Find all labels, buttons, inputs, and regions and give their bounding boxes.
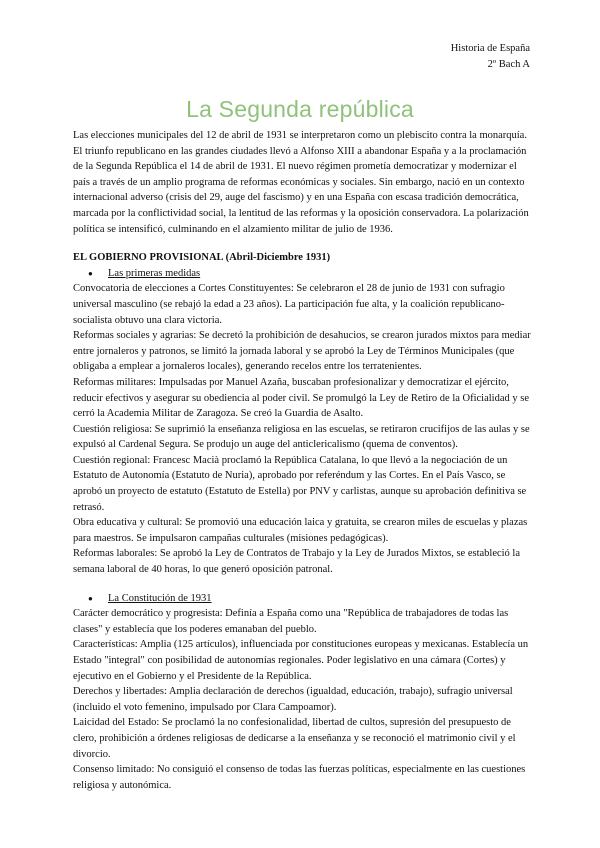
paragraph-reformas-sociales: Reformas sociales y agrarias: Se decretó la prohibición de desahucios, se crearon jurados mixtos para mediar entre jornaleros y patronos, se limitó la jornada laboral y se aprobó la Ley de Términos Municipales (que obligaba a emplear a jornaleros locales), generando recelos entre los terratenientes. <box>73 330 531 373</box>
section-heading-gobierno-provisional: EL GOBIERNO PROVISIONAL (Abril-Diciembre 1931) <box>73 252 331 264</box>
paragraph-reformas-laborales: Reformas laborales: Se aprobó la Ley de Contratos de Trabajo y la Ley de Jurados Mixtos, se estableció la semana laboral de 40 horas, lo que generó oposición patronal. <box>73 548 521 576</box>
page-header <box>451 41 530 73</box>
paragraph-reformas-militares: Reformas militares: Impulsadas por Manuel Azaña, buscaban profesionalizar y democratizar el ejército, reducir efectivos y asegurar su obediencia al poder civil. Se promulgó la Ley de Retiro de la Oficialidad y se cerró la Academia Militar de Zaragoza. Se creó la Guardia de Asalto. <box>73 376 530 420</box>
paragraph-caracteristicas: Características: Amplia (125 artículos), influenciada por constituciones europeas y mexicanas. Establecía un Estado "integral" con posibilidad de autonomías regionales. Poder legislativo en una cámara (Cortes) y ejecutivo en el Gobierno y el Presidente de la República. <box>73 639 529 682</box>
paragraph-derechos: Derechos y libertades: Amplia declaración de derechos (igualdad, educación, trabajo), sufragio universal (incluido el voto femenino, impulsado por Clara Campoamor). <box>73 686 513 713</box>
bullet-primeras-medidas <box>88 266 535 282</box>
bullet-label: Las primeras medidas <box>108 267 201 279</box>
paragraph-caracter: Carácter democrático y progresista: Definía a España como una "República de trabajadores de todas las clases" y establecía que los poderes emanaban del pueblo. <box>73 608 509 635</box>
paragraph-laicidad: Laicidad del Estado: Se proclamó la no confesionalidad, libertad de cultos, supresión del presupuesto de clero, prohibición a órdenes religiosas de dedicarse a la enseñanza y se reconoció el matrimonio civil y el divorcio. <box>73 717 516 760</box>
bullet-constitucion <box>88 591 535 607</box>
document-title: La Segunda república <box>186 96 414 122</box>
header-subject: Historia de España <box>450 43 530 54</box>
paragraph-consenso: Consenso limitado: No consiguió el consenso de todas las fuerzas políticas, especialmente en las cuestiones religiosa y autonómica. <box>73 764 526 791</box>
document-body <box>73 128 535 793</box>
bullet-dot-icon: ● <box>88 268 93 278</box>
intro-paragraph: Las elecciones municipales del 12 de abril de 1931 se interpretaron como un plebiscito contra la monarquía. El triunfo republicano en las grandes ciudades llevó a Alfonso XIII a abandonar España y a la proclamación de la Segunda República el 14 de abril de 1931. El nuevo régimen prometía democratizar y modernizar el país a través de un amplio programa de reformas económicas y sociales. Sin embargo, nació en un contexto internacional adverso (crisis del 29, auge del fascismo) y en una España con escasa tradición democrática, marcada por la conflictividad social, la lentitud de las reformas y la oposición conservadora. La polarización política se intensificó, culminando en el alzamiento militar de julio de 1936. <box>73 130 529 235</box>
paragraph-obra-educativa: Obra educativa y cultural: Se promovió una educación laica y gratuita, se crearon miles de escuelas y plazas para maestros. Se impulsaron campañas culturales (misiones pedagógicas). <box>73 517 528 544</box>
section-spacer <box>73 578 535 591</box>
paragraph-cuestion-religiosa: Cuestión religiosa: Se suprimió la enseñanza religiosa en las escuelas, se retiraron crucifijos de las aulas y se expulsó al Cardenal Segura. Se produjo un auge del anticlericalismo (quema de conventos). <box>73 423 530 451</box>
paragraph-elecciones: Convocatoria de elecciones a Cortes Constituyentes: Se celebraron el 28 de junio de 1931 con sufragio universal masculino (se rebajó la edad a 23 años). La participación fue alta, y la coalición republicano-socialista obtuvo una clara victoria. <box>73 283 505 326</box>
bullet-label: La Constitución de 1931 <box>108 592 212 604</box>
header-course: 2º Bach A <box>487 59 530 70</box>
bullet-dot-icon: ● <box>88 593 93 603</box>
paragraph-cuestion-regional: Cuestión regional: Francesc Macià proclamó la República Catalana, lo que llevó a la negociación de un Estatuto de Autonomía (Estatuto de Nuria), aprobado por referéndum y las Cortes. En el País Vasco, se aprobó un proyecto de estatuto (Estatuto de Estella) por PNV y carlistas, aunque su aprobación definitiva se retrasó. <box>73 454 527 513</box>
